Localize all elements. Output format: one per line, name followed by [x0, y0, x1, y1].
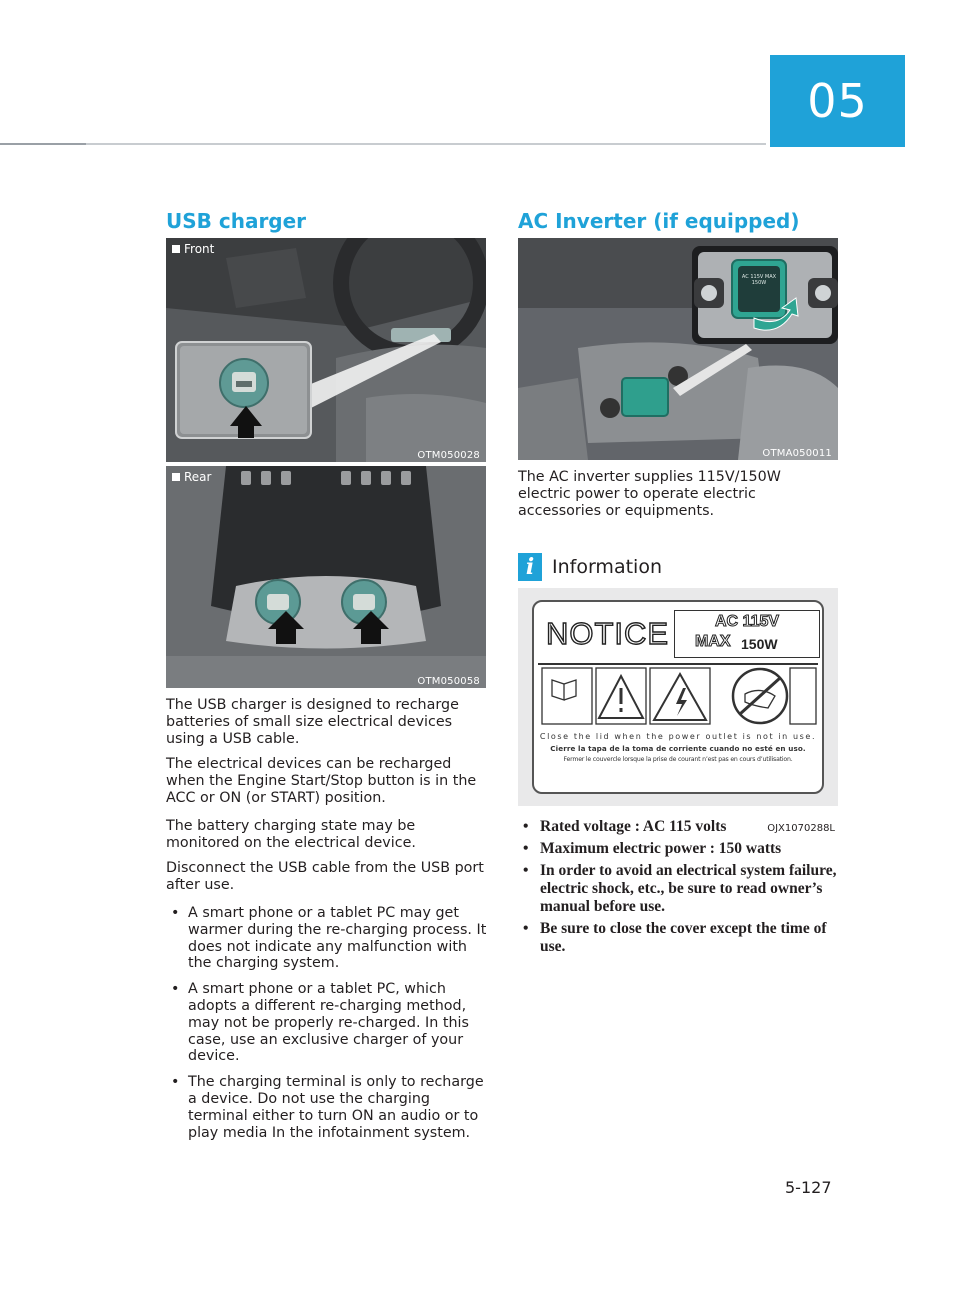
ac-photo-code: OTMA050011: [762, 448, 832, 459]
list-item: • A smart phone or a tablet PC, which adopts a different re-charging method, may not be properly re-charged. In this case, use an exclusive charger of your device.: [166, 981, 490, 1065]
outlet-lid-text: AC 115V MAX 150W: [741, 274, 777, 286]
notice-divider: [538, 663, 818, 665]
usb-rear-photo: [166, 466, 486, 688]
list-item: • In order to avoid an electrical system failure, electric shock, etc., be sure to read owner’s manual before use.: [518, 862, 838, 916]
header-rule: [0, 143, 766, 145]
ac-section-title: AC Inverter (if equipped): [518, 209, 800, 233]
front-label-text: Front: [184, 242, 215, 256]
front-label: [172, 242, 214, 256]
list-item: • Maximum electric power : 150 watts: [518, 840, 838, 858]
notice-label-image: [518, 588, 838, 806]
page-number: 5-127: [785, 1178, 832, 1197]
notice-symbols: [540, 666, 818, 728]
rear-label: [172, 470, 211, 484]
front-photo-code: OTM050028: [417, 450, 480, 461]
rating-watts: 150W: [741, 636, 778, 652]
notice-code: OJX1070288L: [767, 823, 835, 834]
notice-rating-box: [674, 610, 820, 658]
notice-label: [532, 600, 824, 794]
usb-front-photo: [166, 238, 486, 462]
usb-para-2: The electrical devices can be recharged when the Engine Start/Stop button is in the ACC or ON (or START) position.: [166, 756, 477, 806]
notice-title: NOTICE: [546, 616, 670, 651]
ac-bullet-list: [518, 818, 838, 960]
rating-max: MAX: [695, 633, 731, 650]
list-item: • Be sure to close the cover except the time of use.: [518, 920, 838, 956]
label-square-icon: [172, 245, 180, 253]
usb-bullet-list: [166, 905, 490, 1150]
information-heading: [518, 553, 662, 581]
list-item: • A smart phone or a tablet PC may get warmer during the re-charging process. It does not indicate any malfunction with the charging system.: [166, 905, 490, 972]
rear-photo-code: OTM050058: [417, 676, 480, 687]
chapter-tab: 05: [770, 55, 905, 147]
usb-para-1: The USB charger is designed to recharge batteries of small size electrical devices using a USB cable.: [166, 697, 459, 747]
notice-line-fr: Fermer le couvercle lorsque la prise de courant n’est pas en cours d’utilisation.: [563, 756, 793, 763]
usb-section-title: USB charger: [166, 209, 307, 233]
rating-voltage: AC 115V: [715, 613, 780, 630]
usb-para-3: The battery charging state may be monitored on the electrical device.: [166, 818, 416, 851]
header-rule-accent: [0, 143, 86, 145]
list-item: • Rated voltage : AC 115 volts: [518, 818, 838, 836]
ac-para: The AC inverter supplies 115V/150W electric power to operate electric accessories or equipments.: [518, 469, 781, 519]
list-item: • The charging terminal is only to recharge a device. Do not use the charging terminal either to turn ON an audio or to play media In the infotainment system.: [166, 1074, 490, 1141]
label-square-icon: [172, 473, 180, 481]
information-title: Information: [552, 556, 662, 578]
ac-inverter-photo: [518, 238, 838, 460]
rear-label-text: Rear: [184, 470, 212, 484]
notice-line-es: Cierre la tapa de la toma de corriente cuando no esté en uso.: [550, 744, 806, 753]
info-icon: i: [518, 553, 542, 581]
notice-line-en: Close the lid when the power outlet is not in use.: [539, 732, 817, 741]
usb-para-4: Disconnect the USB cable from the USB port after use.: [166, 860, 484, 893]
